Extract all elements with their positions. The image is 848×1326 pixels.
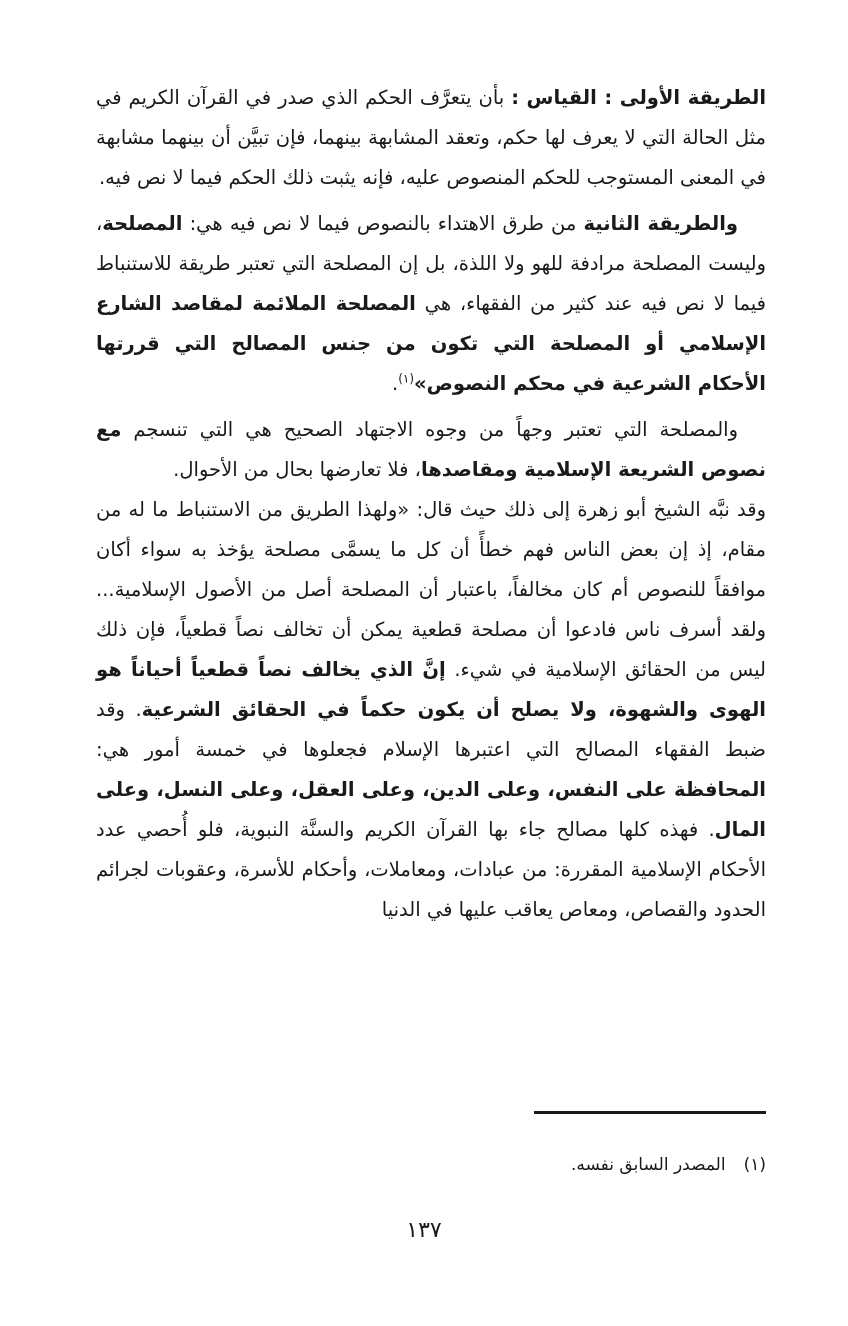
footnote-text: المصدر السابق نفسه. xyxy=(570,1155,726,1175)
abu-zahra-text-a: وقد نبَّه الشيخ أبو زهرة إلى ذلك حيث قال: «ولهذا الطريق من الاستنباط ما له من مقام، إذ إن بعض الناس فهم خطأً أن كل ما يسمَّى مصلحة يؤخذ به سواء أكان موافقاً للنصوص أم كان مخالفاً، باعتبار أن المصلحة أصل من الأصول الإسلامية... ولقد أسرف ناس فادعوا أن مصلحة قطعية يمكن أن تخالف نصاً قطعياً، فإن ذلك ليس من الحقائق الإسلامية في شيء. xyxy=(96,498,766,681)
method-one-text: بأن يتعرَّف الحكم الذي صدر في القرآن الكريم في مثل الحالة التي لا يعرف لها حكم، وتعقد المشابهة بينهما، فإن تبيَّن أن بينهما مشابهة في المعنى المستوجب للحكم المنصوص عليه، فإنه يثبت ذلك الحكم فيما لا نص فيه. xyxy=(96,86,766,189)
abu-zahra-text-b: . وقد ضبط الفقهاء المصالح التي اعتبرها الإسلام فجعلوها في خمسة أمور هي: xyxy=(96,698,766,761)
footnote xyxy=(96,1150,766,1180)
method-two-quote: المصلحة الملائمة لمقاصد الشارع الإسلامي أو المصلحة التي تكون من جنس المصالح التي قررتها الأحكام الشرعية في محكم النصوص» xyxy=(96,292,766,395)
abu-zahra-text-c: . فهذه كلها مصالح جاء بها القرآن الكريم والسنَّة النبوية، فلو أُحصي عدد الأحكام الإسلامية المقررة: من عبادات، ومعاملات، وأحكام للأسرة، وعقوبات لجرائم الحدود والقصاص، ومعاص يعاقب عليها في الدنيا xyxy=(96,818,766,921)
footnote-divider xyxy=(534,1111,766,1114)
maslaha-term: المصلحة xyxy=(102,212,183,235)
method-two-heading: والطريقة الثانية xyxy=(583,212,738,235)
paragraph-abu-zahra-quote xyxy=(96,490,766,930)
page-number: ١٣٧ xyxy=(406,1218,442,1243)
page-body xyxy=(96,78,766,930)
valid-interest-text-a: والمصلحة التي تعتبر وجهاً من وجوه الاجتهاد الصحيح هي التي تنسجم xyxy=(121,418,738,441)
valid-interest-emphasis: مع نصوص الشريعة الإسلامية ومقاصدها xyxy=(96,418,766,481)
paragraph-method-two-interest xyxy=(96,204,766,404)
footnote-reference[interactable]: (١) xyxy=(398,371,415,386)
valid-interest-text-b: ، فلا تعارضها بحال من الأحوال. xyxy=(173,458,421,481)
method-two-end: . xyxy=(392,372,399,395)
footnote-number: (١) xyxy=(743,1155,766,1175)
paragraph-valid-interest xyxy=(96,410,766,490)
paragraph-method-one-analogy xyxy=(96,78,766,198)
method-two-text-b: ، وليست المصلحة مرادفة للهو ولا اللذة، بل إن المصلحة التي تعتبر طريقة للاستنباط فيما لا نص فيه عند كثير من الفقهاء، هي xyxy=(96,212,766,315)
method-two-text-a: من طرق الاهتداء بالنصوص فيما لا نص فيه هي: xyxy=(182,212,584,235)
abu-zahra-emphasis: إنَّ الذي يخالف نصاً قطعياً أحياناً هو الهوى والشهوة، ولا يصلح أن يكون حكماً في الحقائق الشرعية xyxy=(96,658,766,721)
five-necessities: المحافظة على النفس، وعلى الدين، وعلى العقل، وعلى النسل، وعلى المال xyxy=(96,778,766,841)
method-one-heading: الطريقة الأولى : القياس : xyxy=(511,86,767,109)
